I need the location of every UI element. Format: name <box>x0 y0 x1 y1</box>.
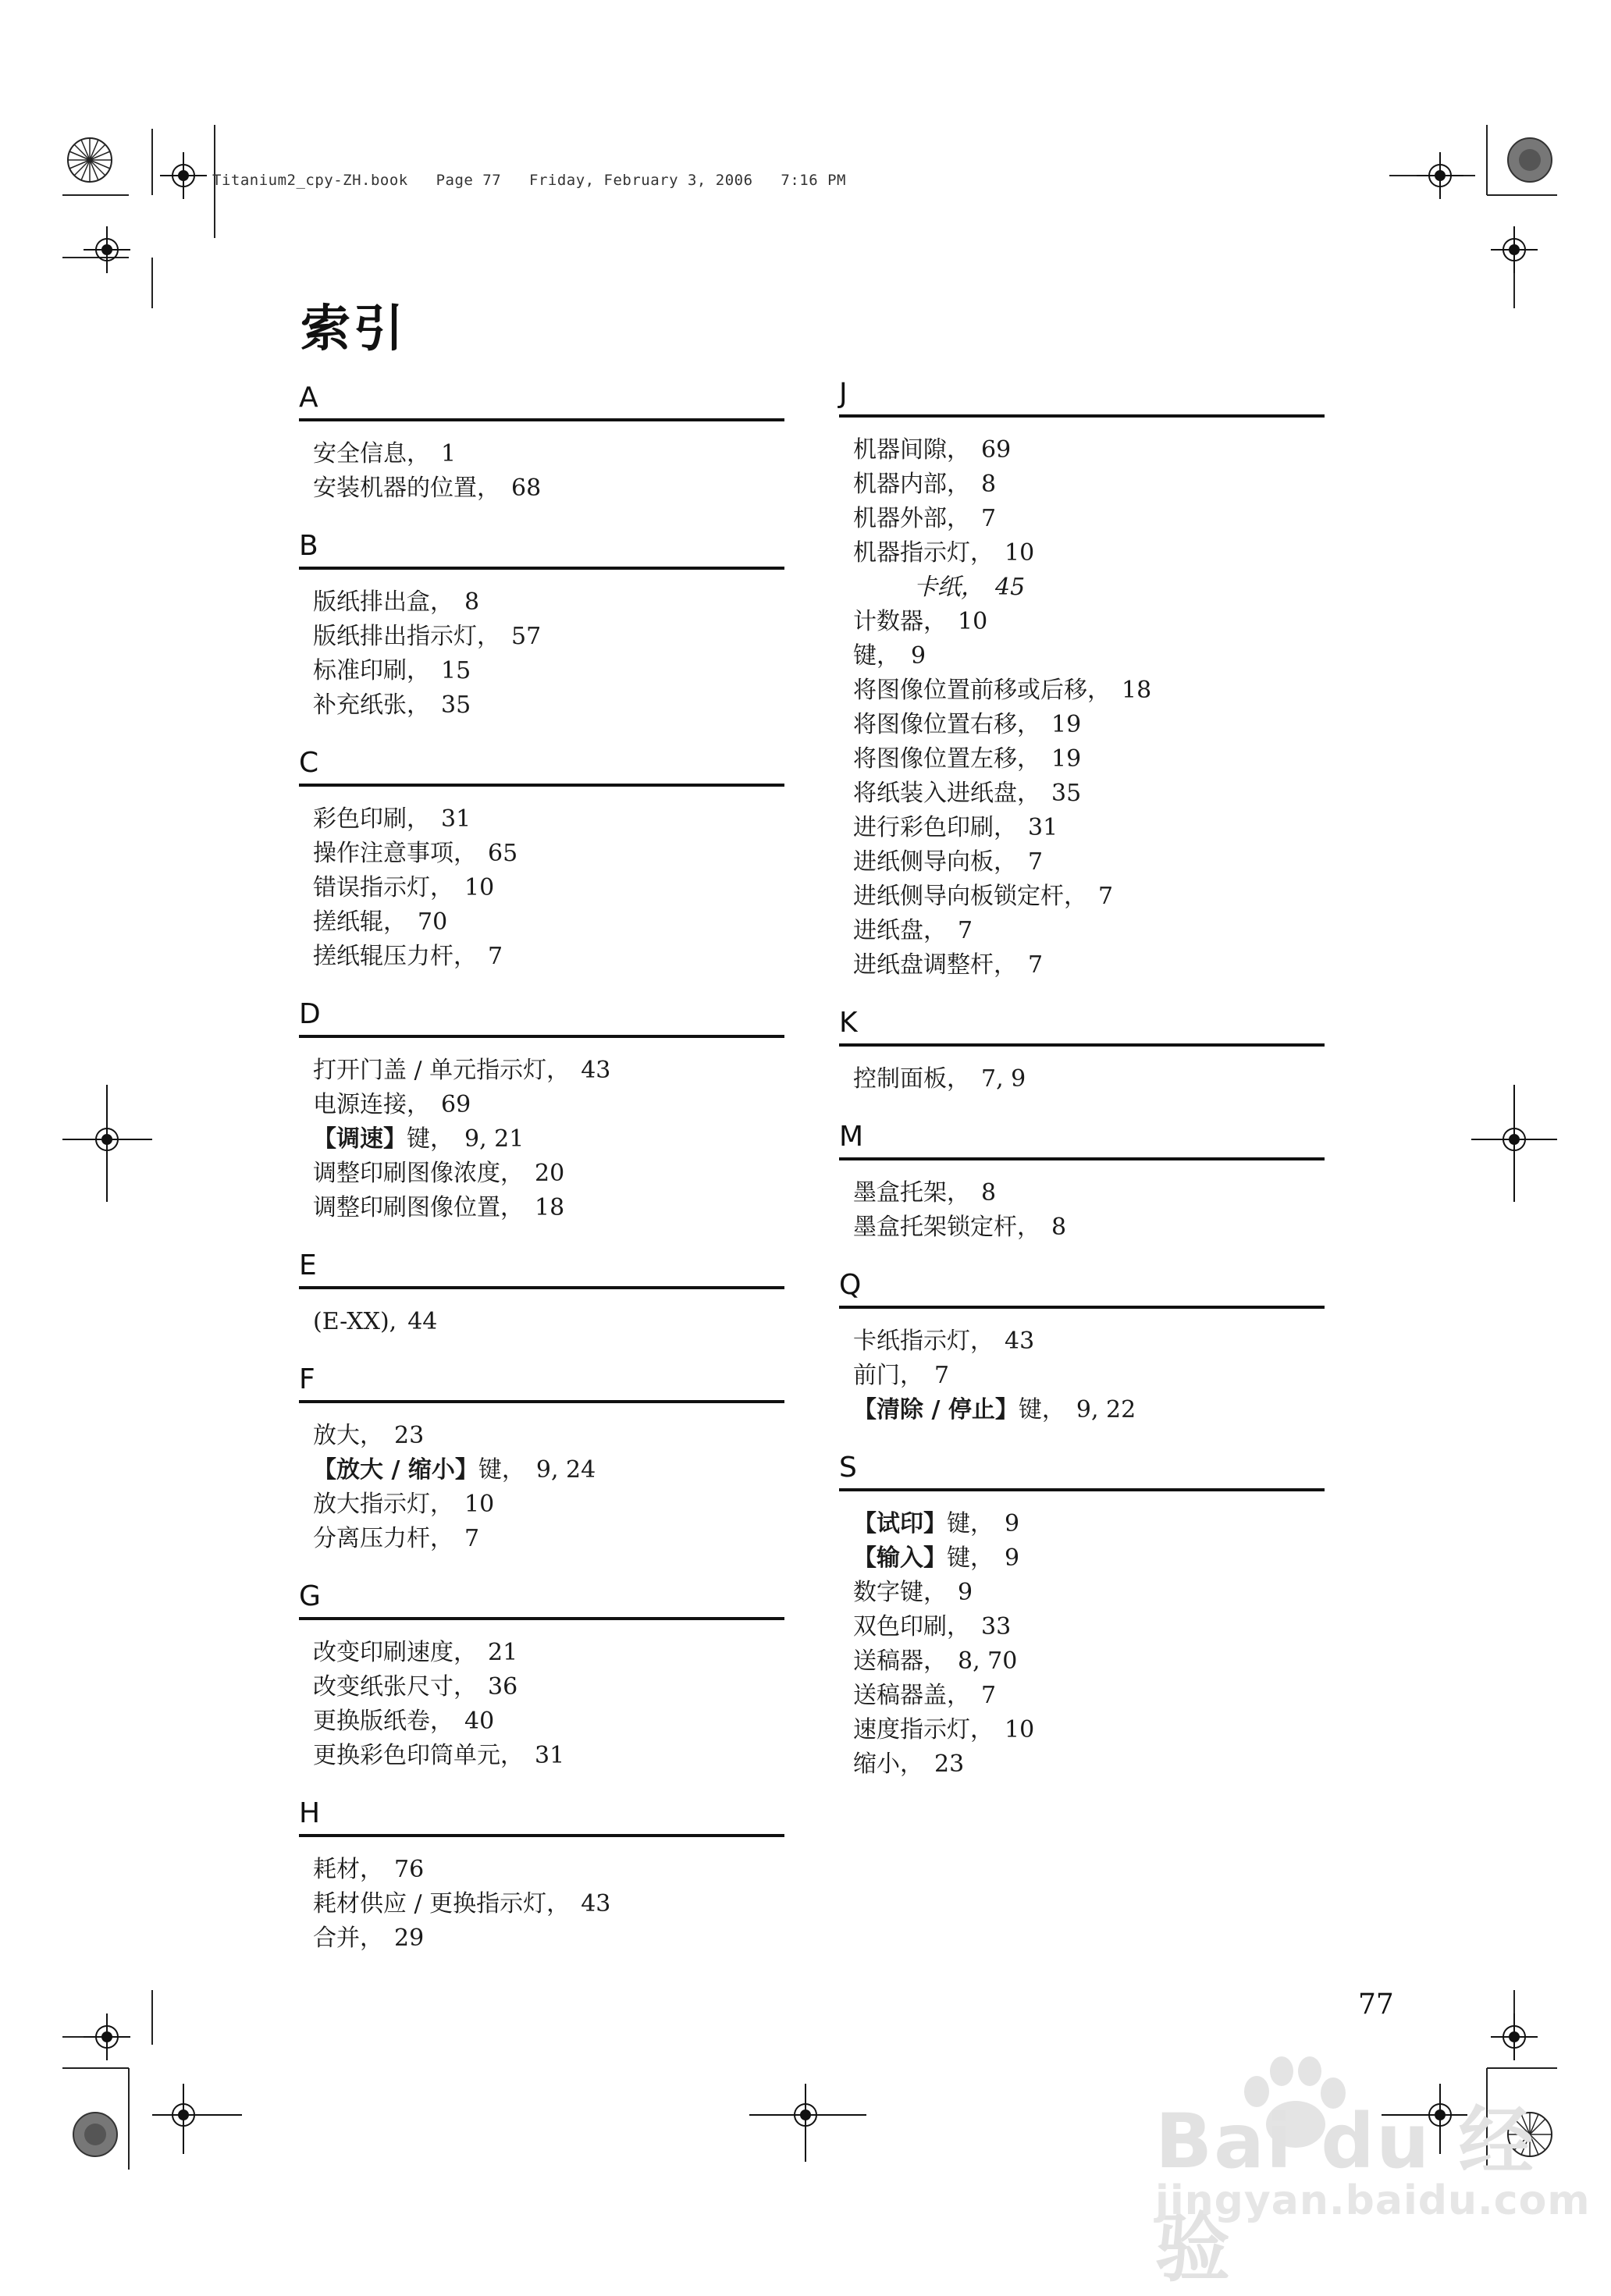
entry-term: 进纸盘调整杆， <box>853 951 1017 979</box>
entry-page-ref: 1 <box>441 440 457 467</box>
entry-page-ref: 65 <box>488 840 518 867</box>
entry-page-ref: 29 <box>394 1925 425 1952</box>
entry-list <box>839 1047 1325 1120</box>
entry-page-ref: 8 <box>464 588 480 616</box>
entry-page-ref: 21 <box>488 1639 518 1666</box>
section-letter: K <box>839 1007 858 1039</box>
entry-term: 调整印刷图像浓度， <box>313 1160 524 1187</box>
entry-term: 机器指示灯， <box>853 539 994 567</box>
entry-term: 缩小， <box>853 1750 923 1778</box>
entry-key-label: 【试印】 <box>853 1510 947 1537</box>
index-entry <box>853 1324 1325 1359</box>
entry-term: 合并， <box>313 1925 383 1952</box>
index-entry <box>853 1644 1325 1679</box>
entry-term: 调整印刷图像位置， <box>313 1194 524 1221</box>
index-section <box>839 377 1325 1006</box>
entry-term: 墨盒托架锁定杆， <box>853 1214 1040 1241</box>
index-entry <box>853 502 1325 536</box>
index-column-right <box>839 377 1325 1805</box>
entry-page-ref: 23 <box>934 1750 965 1778</box>
section-letter: E <box>299 1249 317 1281</box>
index-entry <box>853 1679 1325 1713</box>
entry-page-ref: 8 <box>981 1179 997 1207</box>
entry-term: 改变印刷速度， <box>313 1639 477 1666</box>
entry-page-ref: 7 <box>981 505 997 532</box>
entry-term: 改变纸张尺寸， <box>313 1673 477 1701</box>
index-entry <box>313 802 784 837</box>
entry-term: 将纸装入进纸盘， <box>853 780 1040 807</box>
index-entry <box>313 1054 784 1088</box>
entry-list <box>299 421 784 529</box>
entry-term: 键， <box>947 1510 994 1537</box>
header-time: 7:16 PM <box>781 172 846 189</box>
index-entry <box>853 674 1325 708</box>
entry-page-ref: 10 <box>1005 1716 1035 1743</box>
index-entry <box>853 1747 1325 1782</box>
entry-term: 安装机器的位置， <box>313 474 500 502</box>
index-entry <box>313 471 784 506</box>
entry-page-ref: 8 <box>1051 1214 1067 1241</box>
entry-page-ref: 31 <box>535 1742 565 1769</box>
entry-list <box>299 1038 784 1249</box>
index-entry <box>313 871 784 905</box>
entry-page-ref: 31 <box>441 805 471 833</box>
entry-term: 键， <box>1018 1396 1065 1423</box>
entry-term: 更换版纸卷， <box>313 1708 453 1735</box>
section-letter: S <box>839 1452 857 1484</box>
index-section <box>299 1797 784 1979</box>
index-entry <box>313 1921 784 1956</box>
entry-page-ref: 43 <box>581 1057 611 1084</box>
entry-page-ref: 7 <box>934 1362 950 1389</box>
section-letter: F <box>299 1363 315 1395</box>
entry-page-ref: 18 <box>535 1194 565 1221</box>
entry-term: 机器间隙， <box>853 436 970 464</box>
entry-term: 键， <box>478 1456 525 1484</box>
entry-term: 数字键， <box>853 1579 947 1606</box>
index-entry <box>313 1088 784 1122</box>
entry-term: 版纸排出指示灯， <box>313 623 500 650</box>
entry-page-ref: 57 <box>511 623 542 650</box>
index-entry <box>313 1636 784 1670</box>
entry-term: 机器外部， <box>853 505 970 532</box>
entry-list <box>839 1491 1325 1805</box>
entry-term: 键， <box>853 642 900 670</box>
entry-term: 标准印刷， <box>313 657 430 684</box>
entry-page-ref: 70 <box>418 908 448 936</box>
index-section <box>299 997 784 1249</box>
entry-key-label: 【调速】 <box>313 1125 407 1153</box>
entry-page-ref: 10 <box>464 1491 495 1518</box>
watermark-url: jingyan.baidu.com <box>1155 2177 1591 2224</box>
entry-page-ref: 69 <box>981 436 1012 464</box>
entry-term: 放大， <box>313 1422 383 1449</box>
entry-page-ref: 31 <box>1028 814 1058 841</box>
entry-list <box>299 570 784 746</box>
entry-list <box>299 1837 784 1979</box>
entry-term: 计数器， <box>853 608 947 635</box>
index-entry <box>853 605 1325 639</box>
index-entry <box>853 467 1325 502</box>
index-entry <box>313 585 784 620</box>
entry-term: 搓纸辊压力杆， <box>313 943 477 970</box>
index-entry <box>313 1157 784 1191</box>
index-entry <box>313 654 784 688</box>
header-date: Friday, February 3, 2006 <box>529 172 753 189</box>
entry-page-ref: 19 <box>1051 745 1082 773</box>
index-entry <box>313 1853 784 1887</box>
entry-list <box>299 1620 784 1797</box>
index-entry <box>853 1393 1325 1427</box>
entry-term: 进纸侧导向板， <box>853 848 1017 876</box>
entry-term: 耗材， <box>313 1856 383 1883</box>
entry-term: 放大指示灯， <box>313 1491 453 1518</box>
entry-key-label: 【放大 / 缩小】 <box>313 1456 478 1484</box>
entry-list <box>839 418 1325 1006</box>
entry-term: 分离压力杆， <box>313 1525 453 1552</box>
index-entry <box>313 905 784 940</box>
section-letter: A <box>299 382 318 414</box>
entry-term: 进纸侧导向板锁定杆， <box>853 883 1087 910</box>
entry-page-ref: 43 <box>1005 1327 1035 1355</box>
entry-page-ref: 8, 70 <box>958 1647 1018 1675</box>
entry-term: 电源连接， <box>313 1091 430 1118</box>
index-entry <box>853 742 1325 777</box>
entry-page-ref: 44 <box>407 1308 438 1335</box>
entry-list <box>299 1403 784 1580</box>
entry-term: 卡纸指示灯， <box>853 1327 994 1355</box>
index-entry <box>853 536 1325 570</box>
index-entry <box>313 620 784 654</box>
index-section <box>299 1580 784 1797</box>
index-entry <box>853 708 1325 742</box>
index-entry <box>313 1487 784 1522</box>
entry-page-ref: 9 <box>1005 1510 1020 1537</box>
entry-page-ref: 43 <box>581 1890 611 1917</box>
entry-page-ref: 7 <box>981 1682 997 1709</box>
entry-term: 进纸盘， <box>853 917 947 944</box>
entry-page-ref: 20 <box>535 1160 565 1187</box>
entry-page-ref: 7 <box>488 943 503 970</box>
index-entry <box>853 1507 1325 1541</box>
entry-page-ref: 15 <box>441 657 471 684</box>
index-entry <box>313 940 784 974</box>
index-entry <box>313 1704 784 1739</box>
entry-term: 彩色印刷， <box>313 805 430 833</box>
entry-term: 搓纸辊， <box>313 908 407 936</box>
entry-term: 将图像位置前移或后移， <box>853 677 1111 704</box>
page-number: 77 <box>1358 1989 1394 2021</box>
section-letter: G <box>299 1580 321 1612</box>
index-entry <box>853 948 1325 983</box>
index-entry <box>853 1713 1325 1747</box>
entry-page-ref: 45 <box>995 574 1026 601</box>
index-entry <box>313 1122 784 1157</box>
entry-page-ref: 7 <box>1028 951 1044 979</box>
entry-term: 耗材供应 / 更换指示灯， <box>313 1890 571 1917</box>
index-entry <box>853 1541 1325 1576</box>
entry-term: 机器内部， <box>853 471 970 498</box>
index-entry <box>853 1210 1325 1245</box>
index-entry <box>853 777 1325 811</box>
index-entry <box>313 1739 784 1773</box>
entry-term: 送稿器盖， <box>853 1682 970 1709</box>
index-section <box>839 1451 1325 1805</box>
index-entry <box>853 880 1325 914</box>
index-entry <box>313 1887 784 1921</box>
index-section <box>299 381 784 529</box>
section-letter: B <box>299 530 318 562</box>
index-entry <box>313 1670 784 1704</box>
entry-page-ref: 23 <box>394 1422 425 1449</box>
index-title: 索引 <box>301 300 407 358</box>
entry-page-ref: 7 <box>1028 848 1044 876</box>
index-entry <box>853 433 1325 467</box>
index-entry <box>313 837 784 871</box>
entry-term: (E-XX), <box>313 1308 397 1335</box>
entry-page-ref: 9, 21 <box>464 1125 525 1153</box>
entry-term: 键， <box>947 1544 994 1572</box>
index-entry <box>313 1191 784 1225</box>
section-letter: H <box>299 1797 321 1829</box>
entry-term: 键， <box>407 1125 453 1153</box>
entry-term: 更换彩色印筒单元， <box>313 1742 524 1769</box>
entry-page-ref: 69 <box>441 1091 471 1118</box>
index-section <box>299 1363 784 1580</box>
entry-page-ref: 36 <box>488 1673 518 1701</box>
index-section <box>839 1120 1325 1268</box>
index-entry <box>853 1576 1325 1610</box>
index-entry <box>853 639 1325 674</box>
book-header <box>212 172 846 189</box>
section-letter: J <box>839 378 848 410</box>
watermark-brand: Bai du 经验 <box>1155 2098 1535 2292</box>
section-letter: Q <box>839 1269 862 1301</box>
entry-page-ref: 9 <box>1005 1544 1020 1572</box>
entry-term: 墨盒托架， <box>853 1179 970 1207</box>
entry-list <box>299 787 784 997</box>
entry-page-ref: 7 <box>958 917 973 944</box>
entry-term: 补充纸张， <box>313 691 430 719</box>
section-letter: C <box>299 747 319 779</box>
index-entry <box>853 1176 1325 1210</box>
entry-page-ref: 33 <box>981 1613 1012 1640</box>
entry-page-ref: 68 <box>511 474 542 502</box>
entry-term: 将图像位置左移， <box>853 745 1040 773</box>
entry-page-ref: 9, 24 <box>535 1456 596 1484</box>
entry-page-ref: 10 <box>464 874 495 901</box>
index-entry <box>313 1419 784 1453</box>
entry-term: 安全信息， <box>313 440 430 467</box>
entry-page-ref: 76 <box>394 1856 425 1883</box>
index-section <box>839 1268 1325 1451</box>
entry-term: 打开门盖 / 单元指示灯， <box>313 1057 571 1084</box>
entry-page-ref: 40 <box>464 1708 495 1735</box>
section-letter: D <box>299 998 321 1030</box>
entry-term: 版纸排出盒， <box>313 588 453 616</box>
index-entry <box>853 1062 1325 1096</box>
entry-page-ref: 9 <box>958 1579 973 1606</box>
header-page: Page 77 <box>436 172 502 189</box>
entry-term: 送稿器， <box>853 1647 947 1675</box>
index-entry <box>313 1522 784 1556</box>
index-section <box>299 529 784 746</box>
entry-key-label: 【清除 / 停止】 <box>853 1396 1019 1423</box>
entry-list <box>839 1309 1325 1451</box>
index-column-left <box>299 381 784 1979</box>
entry-term: 操作注意事项， <box>313 840 477 867</box>
entry-term: 速度指示灯， <box>853 1716 994 1743</box>
entry-term: 控制面板， <box>853 1065 970 1093</box>
entry-page-ref: 19 <box>1051 711 1082 738</box>
entry-term: 进行彩色印刷， <box>853 814 1017 841</box>
entry-page-ref: 9 <box>911 642 926 670</box>
entry-term: 前门， <box>853 1362 923 1389</box>
entry-page-ref: 7 <box>464 1525 480 1552</box>
index-entry <box>853 1359 1325 1393</box>
entry-term: 将图像位置右移， <box>853 711 1040 738</box>
entry-term: 错误指示灯， <box>313 874 453 901</box>
entry-page-ref: 18 <box>1122 677 1152 704</box>
index-entry <box>853 1610 1325 1644</box>
index-entry <box>853 914 1325 948</box>
index-entry <box>853 570 1325 605</box>
entry-page-ref: 10 <box>1005 539 1035 567</box>
entry-list <box>839 1160 1325 1268</box>
entry-page-ref: 35 <box>441 691 471 719</box>
index-entry <box>313 688 784 723</box>
entry-page-ref: 35 <box>1051 780 1082 807</box>
entry-term: 双色印刷， <box>853 1613 970 1640</box>
entry-page-ref: 8 <box>981 471 997 498</box>
index-entry <box>313 437 784 471</box>
index-entry <box>313 1453 784 1487</box>
entry-key-label: 【输入】 <box>853 1544 947 1572</box>
header-file: Titanium2_cpy-ZH.book <box>212 172 408 189</box>
index-section <box>299 746 784 997</box>
entry-page-ref: 10 <box>958 608 988 635</box>
entry-term: 卡纸， <box>914 574 984 601</box>
section-letter: M <box>839 1121 864 1153</box>
entry-list <box>299 1289 784 1363</box>
index-entry <box>313 1305 784 1339</box>
index-section <box>839 1006 1325 1120</box>
index-entry <box>853 811 1325 845</box>
entry-page-ref: 7, 9 <box>981 1065 1026 1093</box>
watermark <box>1147 2053 1591 2292</box>
index-entry <box>853 845 1325 880</box>
entry-page-ref: 9, 22 <box>1076 1396 1136 1423</box>
entry-page-ref: 7 <box>1098 883 1114 910</box>
index-section <box>299 1249 784 1363</box>
